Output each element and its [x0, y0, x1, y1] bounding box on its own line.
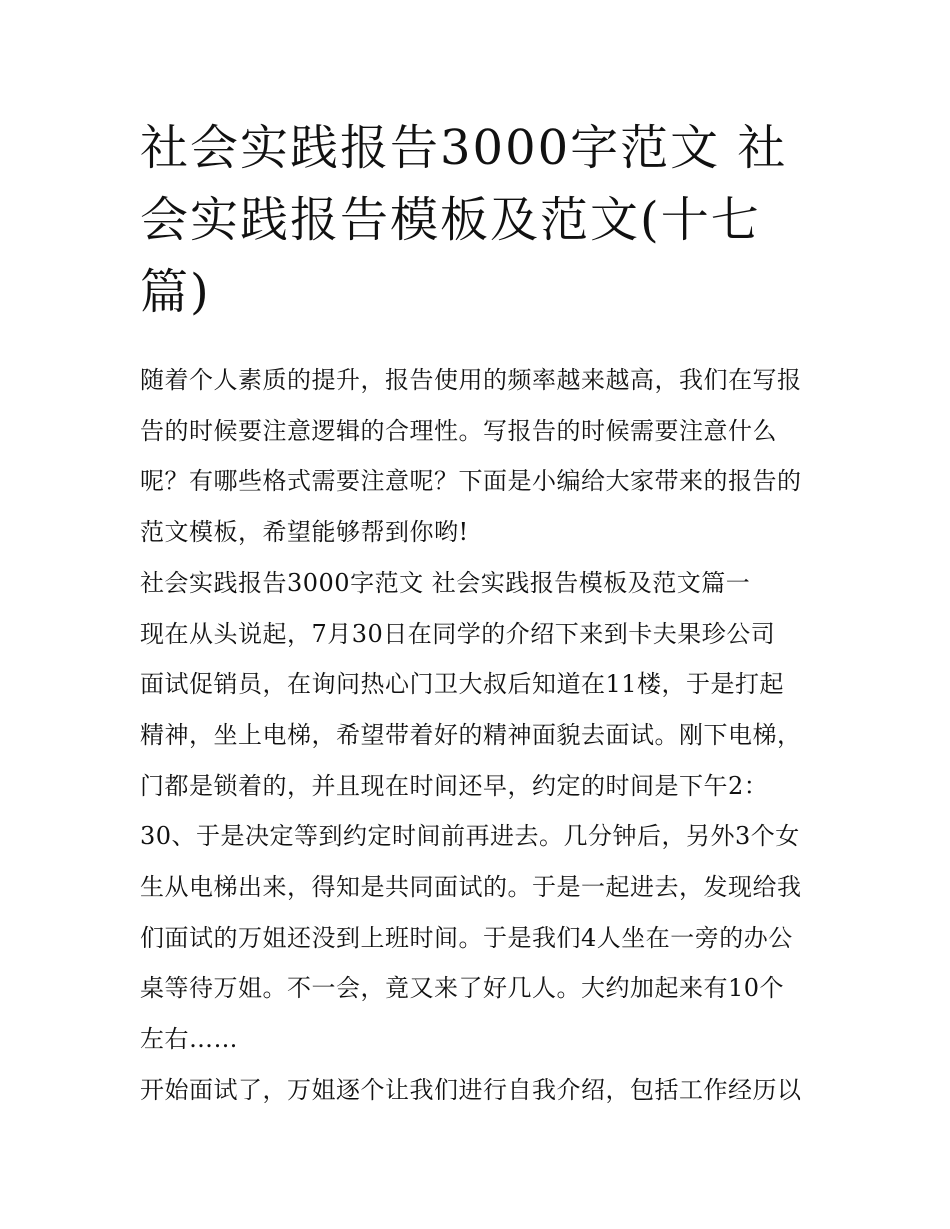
- body-line: 30、于是决定等到约定时间前再进去。几分钟后，另外3个女: [140, 822, 800, 851]
- body-line: 现在从头说起，7月30日在同学的介绍下来到卡夫果珍公司: [140, 619, 776, 648]
- body-line: 开始面试了，万姐逐个让我们进行自我介绍，包括工作经历以: [140, 1075, 802, 1104]
- body-line: 呢？有哪些格式需要注意呢？下面是小编给大家带来的报告的: [140, 467, 802, 496]
- body-line: 门都是锁着的，并且现在时间还早，约定的时间是下午2：: [140, 771, 769, 800]
- body-line: 精神，坐上电梯，希望带着好的精神面貌去面试。刚下电梯，: [140, 720, 802, 749]
- body-line: 桌等待万姐。不一会，竟又来了好几人。大约加起来有10个: [140, 974, 785, 1003]
- body-line: 左右……: [140, 1025, 238, 1054]
- body-line: 范文模板，希望能够帮到你哟!: [140, 518, 469, 547]
- body-line: 们面试的万姐还没到上班时间。于是我们4人坐在一旁的办公: [140, 923, 793, 952]
- document-title: [140, 112, 820, 328]
- body-line: 随着个人素质的提升，报告使用的频率越来越高，我们在写报: [140, 366, 802, 394]
- title-line: 篇): [140, 264, 211, 320]
- title-line: 会实践报告模板及范文(十七: [140, 192, 761, 248]
- document-body: [140, 355, 820, 1116]
- section-heading: 社会实践报告3000字范文 社会实践报告模板及范文篇一: [140, 568, 751, 597]
- body-line: 告的时候要注意逻辑的合理性。写报告的时候需要注意什么: [140, 416, 777, 445]
- body-line: 生从电梯出来，得知是共同面试的。于是一起进去，发现给我: [140, 873, 802, 902]
- title-line: 社会实践报告3000字范文 社: [140, 120, 788, 176]
- body-line: 面试促销员，在询问热心门卫大叔后知道在11楼，于是打起: [140, 670, 785, 699]
